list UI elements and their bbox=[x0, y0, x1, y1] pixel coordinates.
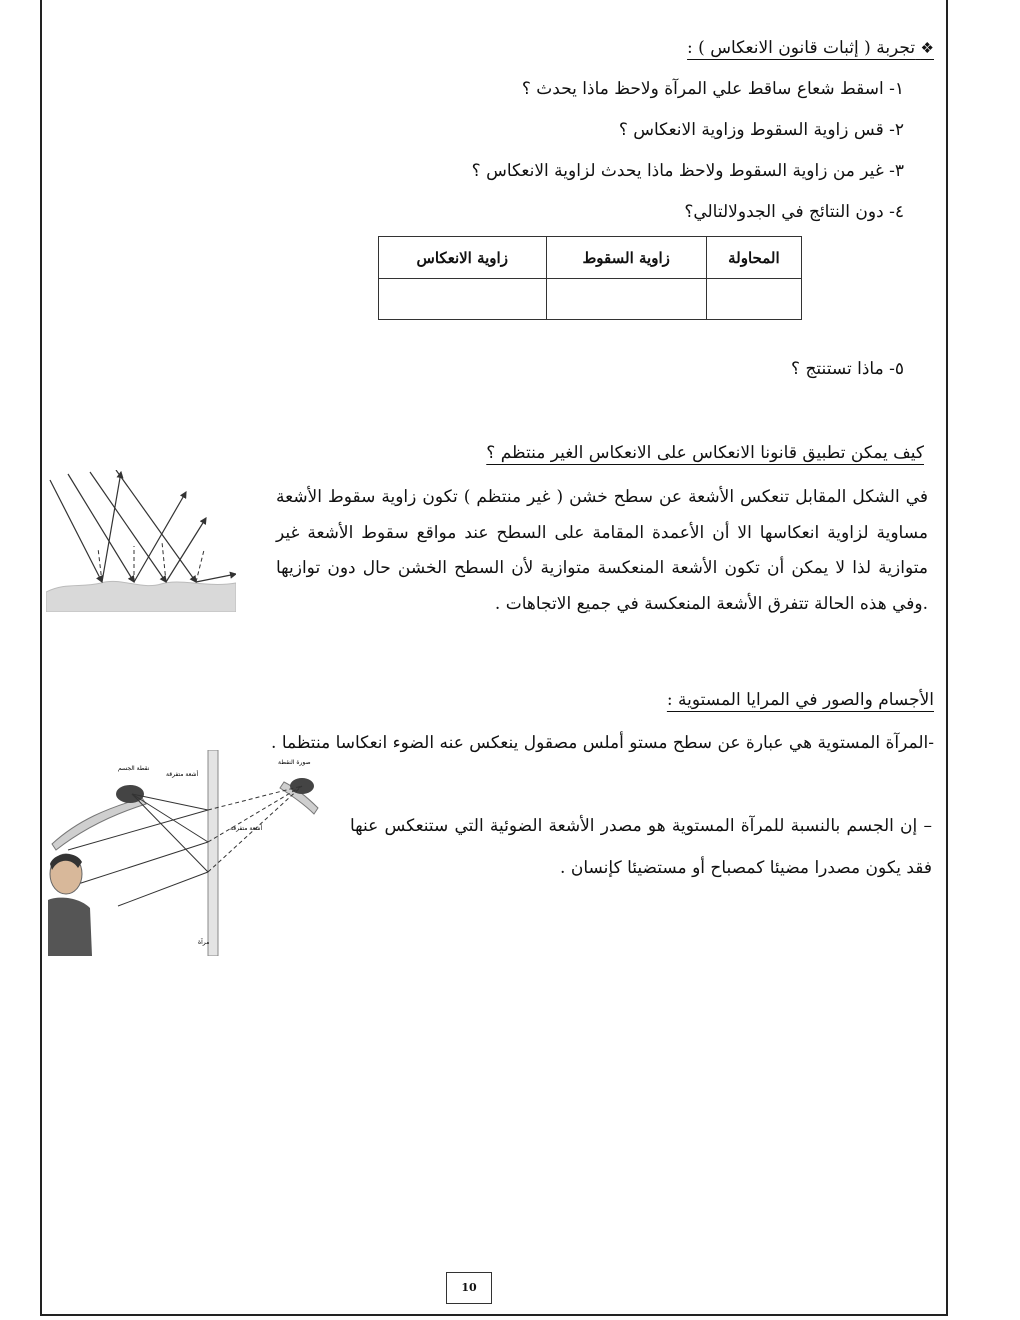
mirror bbox=[208, 750, 218, 956]
rough-surface bbox=[46, 581, 236, 612]
observer bbox=[48, 854, 92, 956]
table-row bbox=[379, 279, 802, 320]
label-diverging-rays-2: أشعة متفرقة bbox=[230, 825, 263, 832]
page-number: 10 bbox=[446, 1272, 492, 1304]
incident-rays bbox=[50, 470, 196, 582]
page-frame bbox=[40, 0, 948, 1316]
diffuse-heading: كيف يمكن تطبيق قانونا الانعكاس على الانعكاس الغير منتظم ؟ bbox=[486, 443, 924, 463]
plane-mirrors-heading: الأجسام والصور في المرايا المستوية : bbox=[666, 690, 934, 710]
experiment-step-1: ١- اسقط شعاع ساقط علي المرآة ولاحظ ماذا يحدث ؟ bbox=[521, 79, 904, 99]
header-reflection-angle: زاوية الانعكاس bbox=[379, 237, 547, 279]
experiment-step-5: ٥- ماذا تستنتج ؟ bbox=[791, 359, 904, 379]
plane-mirror-definition: -المرآة المستوية هي عبارة عن سطح مستو أملس مصقول ينعكس عنه الضوء انعكاسا منتظما . bbox=[271, 733, 934, 753]
image-branch bbox=[280, 778, 318, 814]
diffuse-paragraph: في الشكل المقابل تنعكس الأشعة عن سطح خشن ( غير منتظم ) تكون زاوية سقوط الأشعة مساوية لزاوية انعكاسها الا أن الأعمدة المقامة على السطح عند مواقع سقوط الأشعة غير متوازية لذا لا يمكن أن تكون الأشعة المنعكسة متوازية لأن السطح الخشن حال دون توازيها .وفي هذه الحالة تتفرق الأشعة المنعكسة في جميع الاتجاهات . bbox=[276, 487, 928, 614]
table-cell bbox=[379, 279, 547, 320]
table-cell bbox=[706, 279, 801, 320]
label-diverging-rays: أشعة متفرقة bbox=[166, 771, 199, 778]
experiment-step-3: ٣- غير من زاوية السقوط ولاحظ ماذا يحدث لزاوية الانعكاس ؟ bbox=[471, 161, 904, 181]
plane-mirror-figure bbox=[48, 750, 328, 956]
label-image: صورة النقطة bbox=[278, 759, 311, 766]
object-paragraph: – إن الجسم بالنسبة للمرآة المستوية هو مصدر الأشعة الضوئية التي ستنعكس عنها فقد يكون مصدرا مضيئا كمصباح أو مستضيئا كإنسان . bbox=[350, 816, 932, 878]
object-branch bbox=[52, 785, 146, 850]
experiment-step-2: ٢- قس زاوية السقوط وزاوية الانعكاس ؟ bbox=[618, 120, 904, 140]
results-table-header bbox=[379, 237, 802, 279]
experiment-title-text: تجربة ( إثبات قانون الانعكاس ) : bbox=[687, 38, 916, 58]
label-mirror: مرآة bbox=[198, 939, 210, 946]
reflected-rays bbox=[102, 472, 236, 582]
experiment-step-4: ٤- دون النتائج في الجدولالتالي؟ bbox=[684, 202, 904, 222]
bullet-icon: ❖ bbox=[920, 39, 934, 57]
label-object: نقطة الجسم bbox=[118, 765, 150, 772]
diffuse-reflection-figure bbox=[46, 470, 236, 612]
header-trial: المحاولة bbox=[706, 237, 801, 279]
table-cell bbox=[546, 279, 706, 320]
light-rays bbox=[68, 794, 208, 906]
results-table bbox=[378, 236, 802, 320]
experiment-title bbox=[687, 37, 934, 59]
header-incidence-angle: زاوية السقوط bbox=[546, 237, 706, 279]
